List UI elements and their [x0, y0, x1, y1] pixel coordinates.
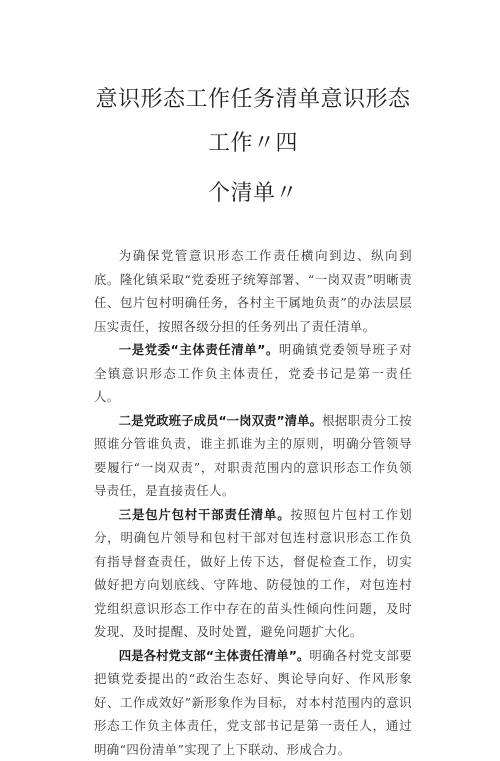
section-lead-3: 三是包片包村干部责任清单。	[119, 507, 291, 522]
section-lead-1: 一是党委“主体责任清单”。	[119, 342, 279, 357]
section-body-4: 明确各村党支部要把镇党委提出的“政治生态好、舆论导向好、作风形象好、工作成效好”新形象作为目标，对本村范围内的意识形态工作负主体责任，党支部书记是第一责任人，通过明确“四份清单”实现了上下联动、形成合力。	[94, 648, 412, 757]
title-line-1: 意识形态工作任务清单意识形态工作〃四	[94, 78, 412, 166]
title-line-2: 个清单〃	[94, 172, 412, 216]
section-paragraph-1	[94, 338, 412, 409]
section-lead-2: 二是党政班子成员“一岗双责”清单。	[119, 413, 322, 428]
section-paragraph-4	[94, 644, 412, 761]
section-body-3: 按照包片包村工作划分，明确包片领导和包村干部对包连村意识形态工作负有指导督查责任，做好上传下达，督促检查工作，切实做好把方向划底线、守阵地、防侵蚀的工作，对包连村党组织意识形态工作中存在的苗头性倾向性问题，及时发现、及时提醒、及时处置，避免问题扩大化。	[94, 507, 412, 640]
section-paragraph-3	[94, 503, 412, 644]
section-paragraph-2	[94, 409, 412, 503]
section-lead-4: 四是各村党支部“主体责任清单”。	[119, 648, 310, 663]
document-title	[94, 78, 412, 216]
section-body-1: 明确镇党委领导班子对全镇意识形态工作负主体责任，党委书记是第一责任人。	[94, 342, 412, 404]
section-body-2: 根据职责分工按照谁分管谁负责，谁主抓谁为主的原则，明确分管领导要履行“一岗双责”，对职责范围内的意识形态工作负领导责任，是直接责任人。	[94, 413, 412, 499]
intro-paragraph: 为确保党管意识形态工作责任横向到边、纵向到底。隆化镇采取“党委班子统筹部署、“一岗双责”明晰责任、包片包村明确任务，各村主干属地负责”的办法层层压实责任，按照各级分担的任务列出了责任清单。	[94, 244, 412, 338]
